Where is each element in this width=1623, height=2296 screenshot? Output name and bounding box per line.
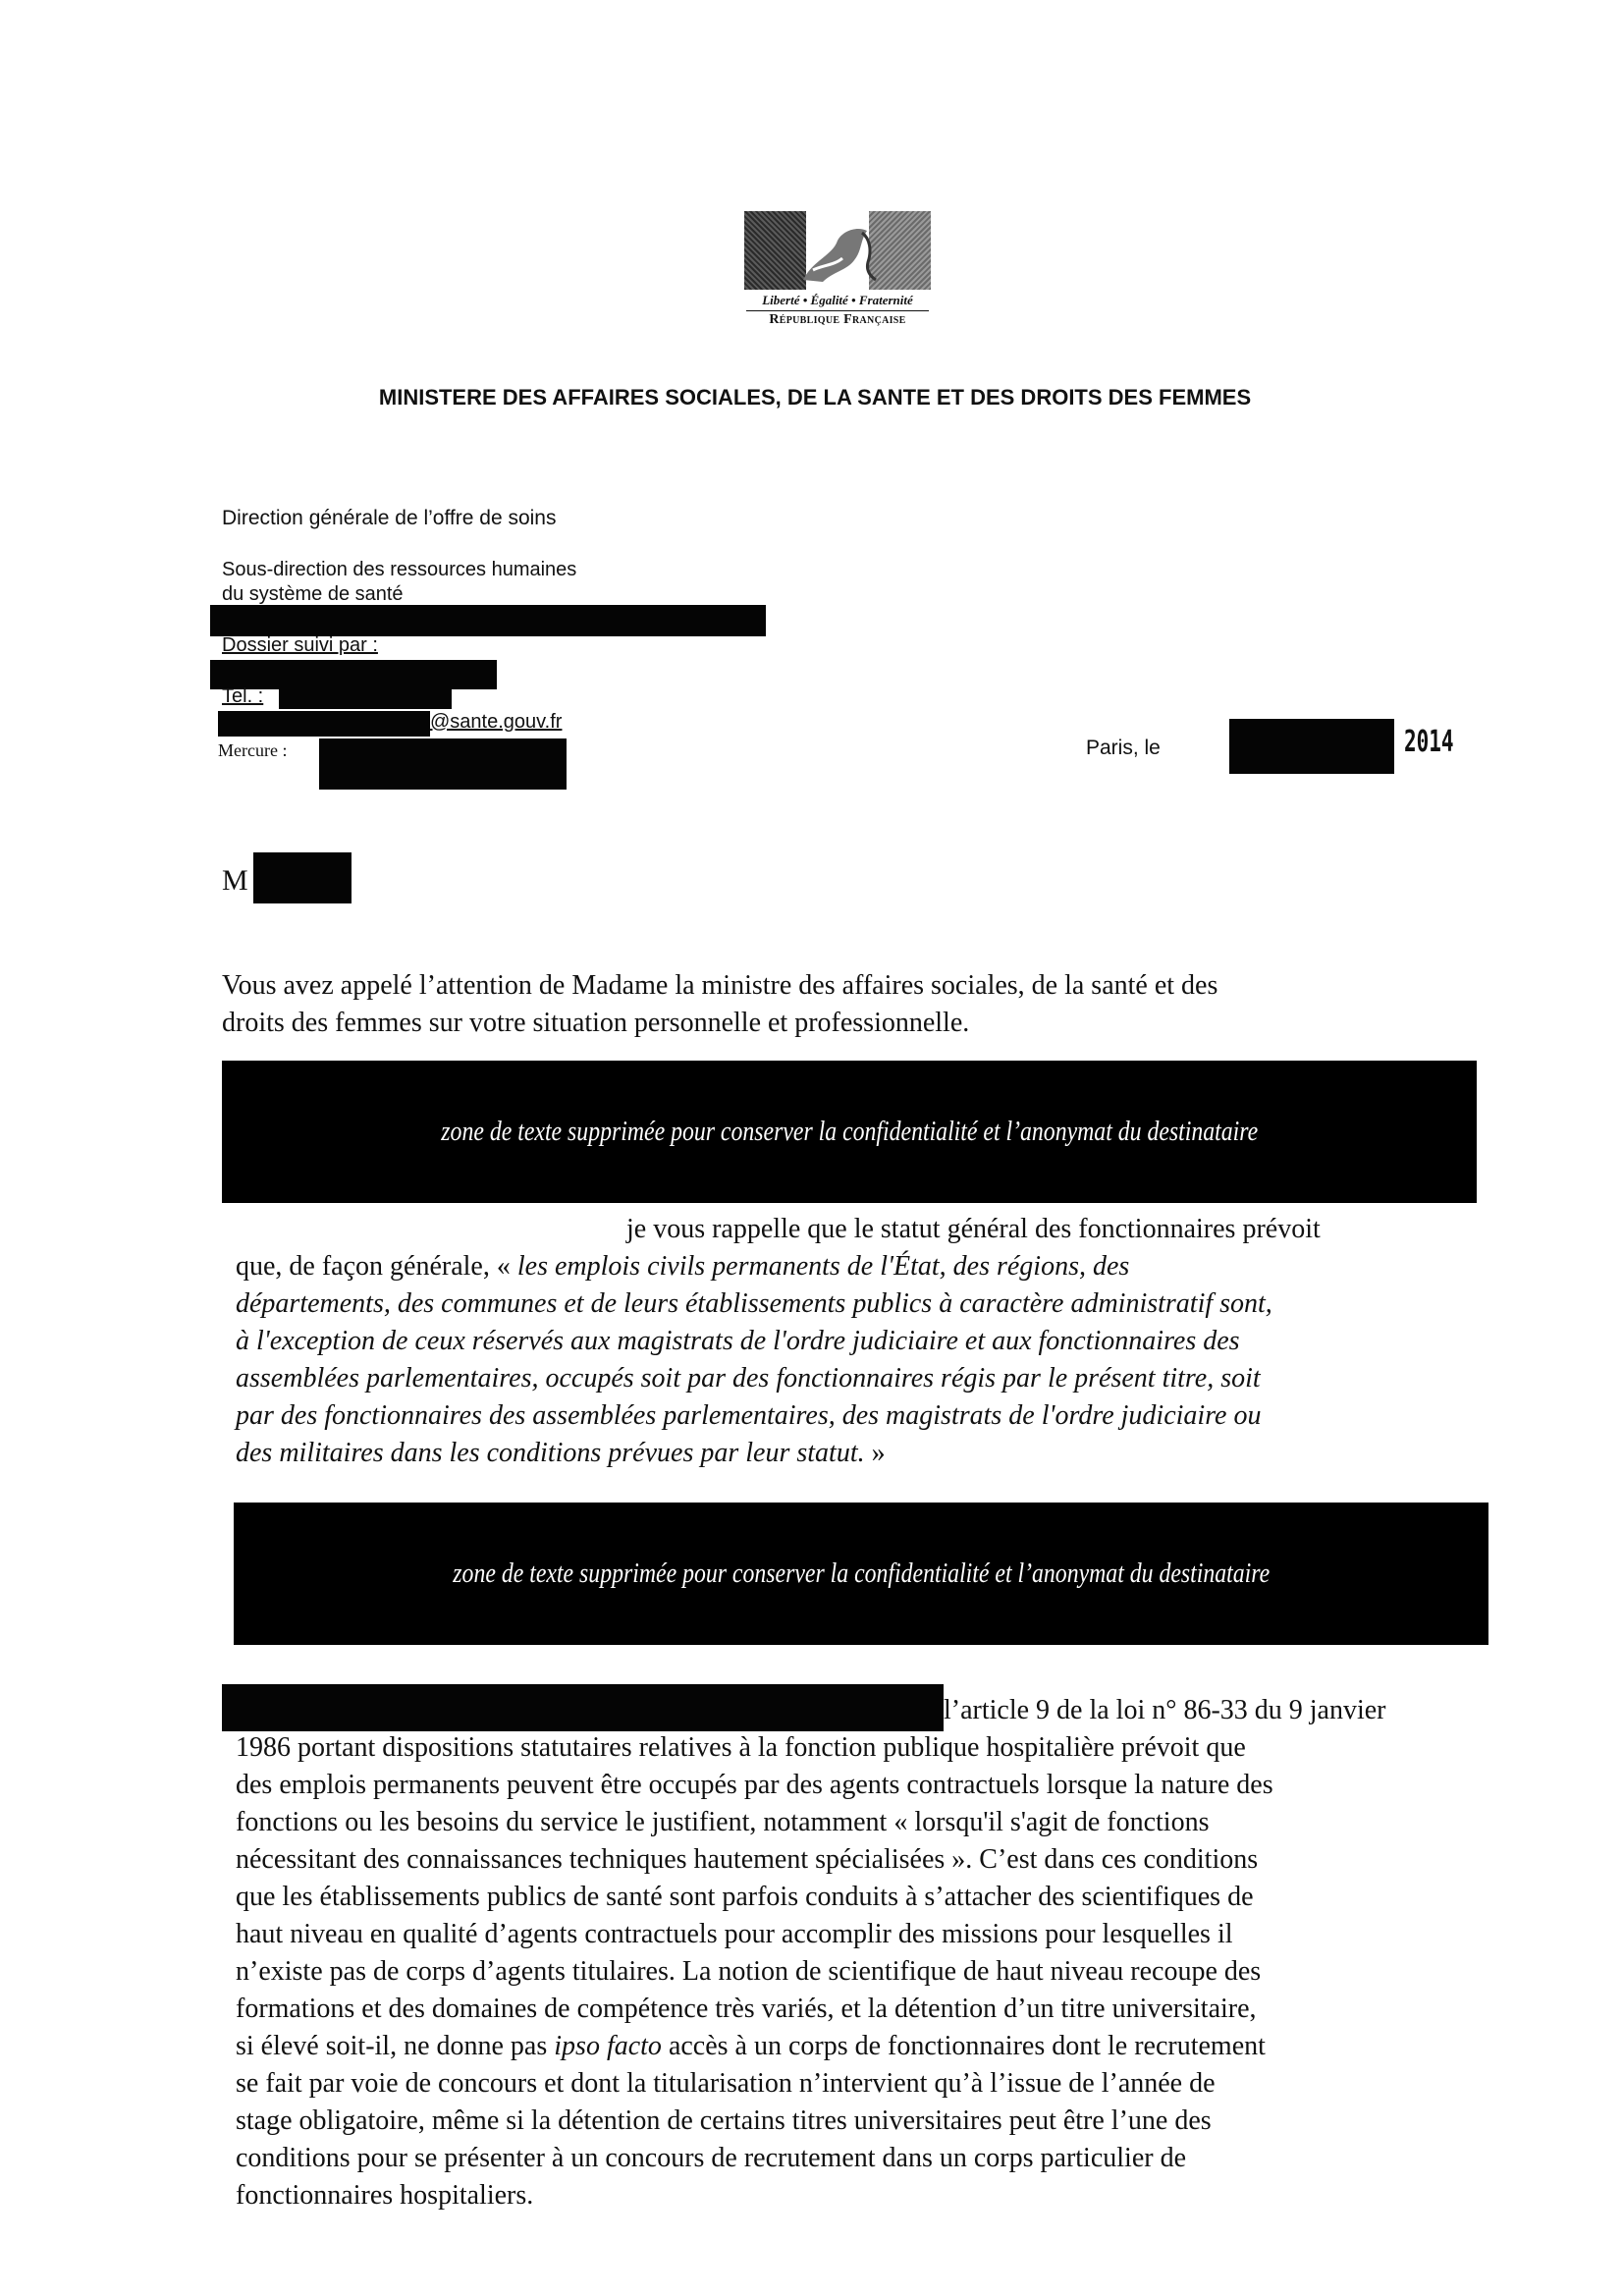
paragraph-3-line: conditions pour se présenter à un concours de recrutement dans un corps particulier de bbox=[236, 2143, 1186, 2173]
redaction-bar bbox=[222, 1684, 944, 1731]
paragraph-3-line: que les établissements publics de santé sont parfois conduits à s’attacher des scientifiques de bbox=[236, 1882, 1254, 1912]
redaction-bar bbox=[1229, 719, 1394, 774]
republic-name: République Française bbox=[769, 312, 906, 327]
republique-francaise-logo bbox=[734, 206, 941, 329]
redaction-notice-band bbox=[222, 1061, 1477, 1203]
mercure-label: Mercure : bbox=[218, 740, 288, 760]
quote-text: les emplois civils permanents de l'État, des régions, des bbox=[516, 1251, 1130, 1282]
paragraph-1-line: droits des femmes sur votre situation personnelle et professionnelle. bbox=[222, 1008, 970, 1038]
date-place: Paris, le bbox=[1086, 737, 1161, 759]
direction-label: Direction générale de l’offre de soins bbox=[222, 507, 557, 529]
paragraph-3-line: n’existe pas de corps d’agents titulaires. La notion de scientifique de haut niveau recoupe des bbox=[236, 1956, 1262, 1987]
paragraph-1-line: Vous avez appelé l’attention de Madame la ministre des affaires sociales, de la santé et des bbox=[222, 970, 1218, 1001]
paragraph-3-line: se fait par voie de concours et dont la titularisation n’intervient qu’à l’issue de l’année de bbox=[236, 2068, 1216, 2099]
quote-close: » bbox=[864, 1438, 886, 1468]
redaction-bar bbox=[218, 711, 430, 737]
redaction-bar bbox=[319, 738, 567, 790]
redaction-bar bbox=[253, 852, 352, 903]
paragraph-3-line: formations et des domaines de compétence très variés, et la détention d’un titre universitaire, bbox=[236, 1994, 1257, 2024]
subdirection-line-1: Sous-direction des ressources humaines bbox=[222, 559, 577, 580]
subdirection-line-2: du système de santé bbox=[222, 583, 404, 605]
ministry-title: MINISTERE DES AFFAIRES SOCIALES, DE LA SANTE ET DES DROITS DES FEMMES bbox=[378, 385, 1252, 410]
text-run: accès à un corps de fonctionnaires dont le recrutement bbox=[661, 2031, 1266, 2061]
text-run: si élevé soit-il, ne donne pas bbox=[236, 2031, 555, 2061]
paragraph-3-line: fonctions ou les besoins du service le justifient, notamment « lorsqu'il s'agit de fonctions bbox=[236, 1807, 1210, 1837]
email-suffix: @sante.gouv.fr bbox=[430, 711, 563, 733]
quote-text: des militaires dans les conditions prévues par leur statut. bbox=[236, 1438, 865, 1468]
salutation: M bbox=[222, 864, 248, 897]
redaction-notice-text: zone de texte supprimée pour conserver la confidentialité et l’anonymat du destinataire bbox=[453, 1558, 1270, 1589]
paragraph-3-lead: l’article 9 de la loi n° 86-33 du 9 janvier bbox=[944, 1695, 1386, 1725]
paragraph-2-line: par des fonctionnaires des assemblées parlementaires, des magistrats de l'ordre judiciaire ou bbox=[236, 1400, 1262, 1431]
paragraph-2-lead: je vous rappelle que le statut général des fonctionnaires prévoit bbox=[626, 1214, 1321, 1244]
paragraph-3-line: fonctionnaires hospitaliers. bbox=[236, 2180, 534, 2211]
redaction-notice-text: zone de texte supprimée pour conserver la confidentialité et l’anonymat du destinataire bbox=[441, 1116, 1258, 1147]
paragraph-2-line: à l'exception de ceux réservés aux magistrats de l'ordre judiciaire et aux fonctionnaires des bbox=[236, 1326, 1240, 1356]
redaction-bar bbox=[210, 605, 766, 636]
paragraph-2-line bbox=[236, 1251, 1129, 1283]
quote-open: que, de façon générale, « bbox=[236, 1251, 517, 1282]
dossier-label: Dossier suivi par : bbox=[222, 634, 378, 656]
redaction-bar bbox=[279, 687, 452, 709]
paragraph-2-line: assemblées parlementaires, occupés soit par des fonctionnaires régis par le présent titre, soit bbox=[236, 1363, 1261, 1394]
motto: Liberté • Égalité • Fraternité bbox=[762, 293, 913, 307]
logo-rule bbox=[746, 310, 929, 311]
paragraph-3-line: haut niveau en qualité d’agents contractuels pour accomplir des missions pour lesquelles il bbox=[236, 1919, 1233, 1949]
tel-label: Tel. : bbox=[222, 685, 264, 707]
marianne-flag-icon bbox=[744, 211, 931, 290]
paragraph-3-line: 1986 portant dispositions statutaires relatives à la fonction publique hospitalière prévoit que bbox=[236, 1732, 1246, 1763]
ipso-facto: ipso facto bbox=[554, 2031, 662, 2061]
paragraph-3-line bbox=[236, 2031, 1266, 2062]
date-year: 2014 bbox=[1404, 725, 1454, 759]
redaction-notice-band bbox=[234, 1503, 1488, 1645]
paragraph-3-line: stage obligatoire, même si la détention de certains titres universitaires peut être l’une des bbox=[236, 2105, 1212, 2136]
paragraph-2-line bbox=[236, 1438, 886, 1469]
paragraph-2-line: départements, des communes et de leurs établissements publics à caractère administratif sont, bbox=[236, 1288, 1272, 1319]
paragraph-3-line: des emplois permanents peuvent être occupés par des agents contractuels lorsque la nature des bbox=[236, 1770, 1273, 1800]
paragraph-3-line: nécessitant des connaissances techniques hautement spécialisées ». C’est dans ces conditions bbox=[236, 1844, 1259, 1875]
